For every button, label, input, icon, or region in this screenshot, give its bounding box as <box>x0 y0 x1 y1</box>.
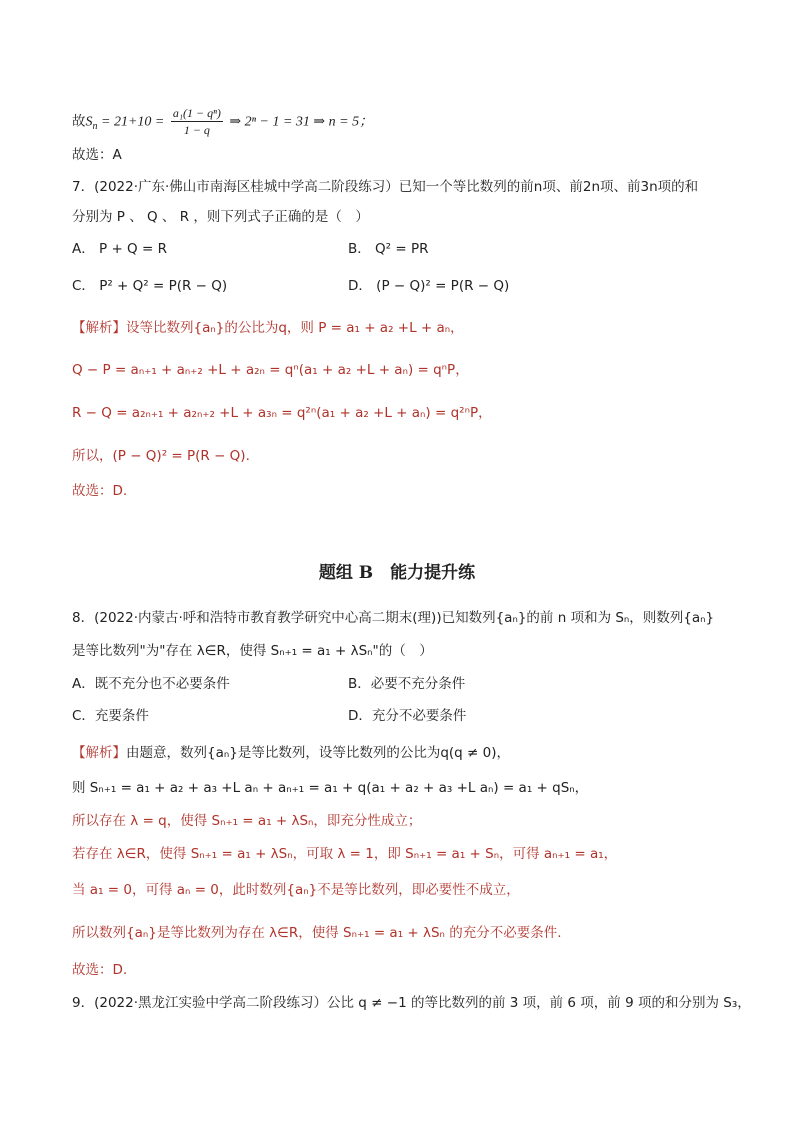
sum-symbol: S <box>85 114 93 130</box>
fraction <box>171 105 223 138</box>
sol8-text1: 由题意，数列{aₙ}是等比数列，设等比数列的公比为q(q ≠ 0)， <box>126 745 510 761</box>
answer-6: 故选：A <box>72 147 122 163</box>
formula-line <box>72 105 373 138</box>
analysis-tag-8: 【解析】 <box>72 745 126 761</box>
sol8-line3: 所以存在 λ = q，使得 Sₙ₊₁ = a₁ + λSₙ，即充分性成立； <box>72 813 422 829</box>
sol7-line4: 所以，(P − Q)² = P(R − Q). <box>72 448 250 464</box>
formula-result: ⇒ 2ⁿ − 1 = 31 ⇒ n = 5； <box>225 114 374 130</box>
q9-line1: 9．(2022·黑龙江实验中学高二阶段练习）公比 q ≠ −1 的等比数列的前 3 项，前 6 项，前 9 项的和分别为 S₃， <box>72 995 751 1011</box>
q7-option-b[interactable]: B． Q² = PR <box>348 241 429 257</box>
q8-line1: 8．(2022·内蒙古·呼和浩特市教育教学研究中心高二期末(理))已知数列{aₙ}的前 n 项和为 Sₙ，则数列{aₙ} <box>72 610 715 626</box>
q7-line1: 7．(2022·广东·佛山市南海区桂城中学高二阶段练习）已知一个等比数列的前n项、前2n项、前3n项的和 <box>72 179 699 195</box>
sol8-line6: 所以数列{aₙ}是等比数列为存在 λ∈R，使得 Sₙ₊₁ = a₁ + λSₙ 的充分不必要条件. <box>72 925 562 941</box>
sum-subscript: n <box>92 121 98 133</box>
sol8-line5: 当 a₁ = 0，可得 aₙ = 0，此时数列{aₙ}不是等比数列，即必要性不成立， <box>72 882 520 898</box>
q7-line2: 分别为 P 、 Q 、 R ，则下列式子正确的是（ ） <box>72 209 369 225</box>
q8-option-b[interactable]: B．必要不充分条件 <box>348 676 466 692</box>
sol7-line1 <box>72 318 464 338</box>
section-heading: 题组 B 能力提升练 <box>318 563 476 583</box>
text-prefix: 故 <box>72 113 86 130</box>
sol8-line4: 若存在 λ∈R，使得 Sₙ₊₁ = a₁ + λSₙ，可取 λ = 1，即 Sₙ₊₁ = a₁ + Sₙ，可得 aₙ₊₁ = a₁， <box>72 846 618 862</box>
q8-option-d[interactable]: D．充分不必要条件 <box>348 708 467 724</box>
sol7-text1: 设等比数列{aₙ}的公比为q，则 P = a₁ + a₂ +L + aₙ， <box>126 320 464 336</box>
fraction-denominator: 1 − q <box>183 123 210 137</box>
sol8-line2: 则 Sₙ₊₁ = a₁ + a₂ + a₃ +L aₙ + aₙ₊₁ = a₁ + q(a₁ + a₂ + a₃ +L aₙ) = a₁ + qSₙ， <box>72 780 589 796</box>
sol8-answer: 故选：D. <box>72 962 128 978</box>
formula-rest: = 21+10 = <box>97 114 168 130</box>
analysis-tag: 【解析】 <box>72 320 126 336</box>
sol7-answer: 故选：D. <box>72 483 128 499</box>
q7-options-row1 <box>72 239 167 259</box>
q7-option-a[interactable]: A． P + Q = R <box>72 241 167 257</box>
q8-option-a[interactable]: A．既不充分也不必要条件 <box>72 676 230 692</box>
q8-line2: 是等比数列"为"存在 λ∈R，使得 Sₙ₊₁ = a₁ + λSₙ"的（ ） <box>72 643 433 659</box>
sol7-line3: R − Q = a₂ₙ₊₁ + a₂ₙ₊₂ +L + a₃ₙ = q²ⁿ(a₁ + a₂ +L + aₙ) = q²ⁿP， <box>72 405 492 421</box>
q7-option-d[interactable]: D． (P − Q)² = P(R − Q) <box>348 278 510 294</box>
sol8-line1 <box>72 743 510 763</box>
fraction-numerator: a₁(1 − qⁿ) <box>172 106 221 120</box>
q7-option-c[interactable]: C． P² + Q² = P(R − Q) <box>72 278 228 294</box>
sol7-line2: Q − P = aₙ₊₁ + aₙ₊₂ +L + a₂ₙ = qⁿ(a₁ + a₂ +L + aₙ) = qⁿP， <box>72 362 469 378</box>
q8-option-c[interactable]: C．充要条件 <box>72 708 149 724</box>
